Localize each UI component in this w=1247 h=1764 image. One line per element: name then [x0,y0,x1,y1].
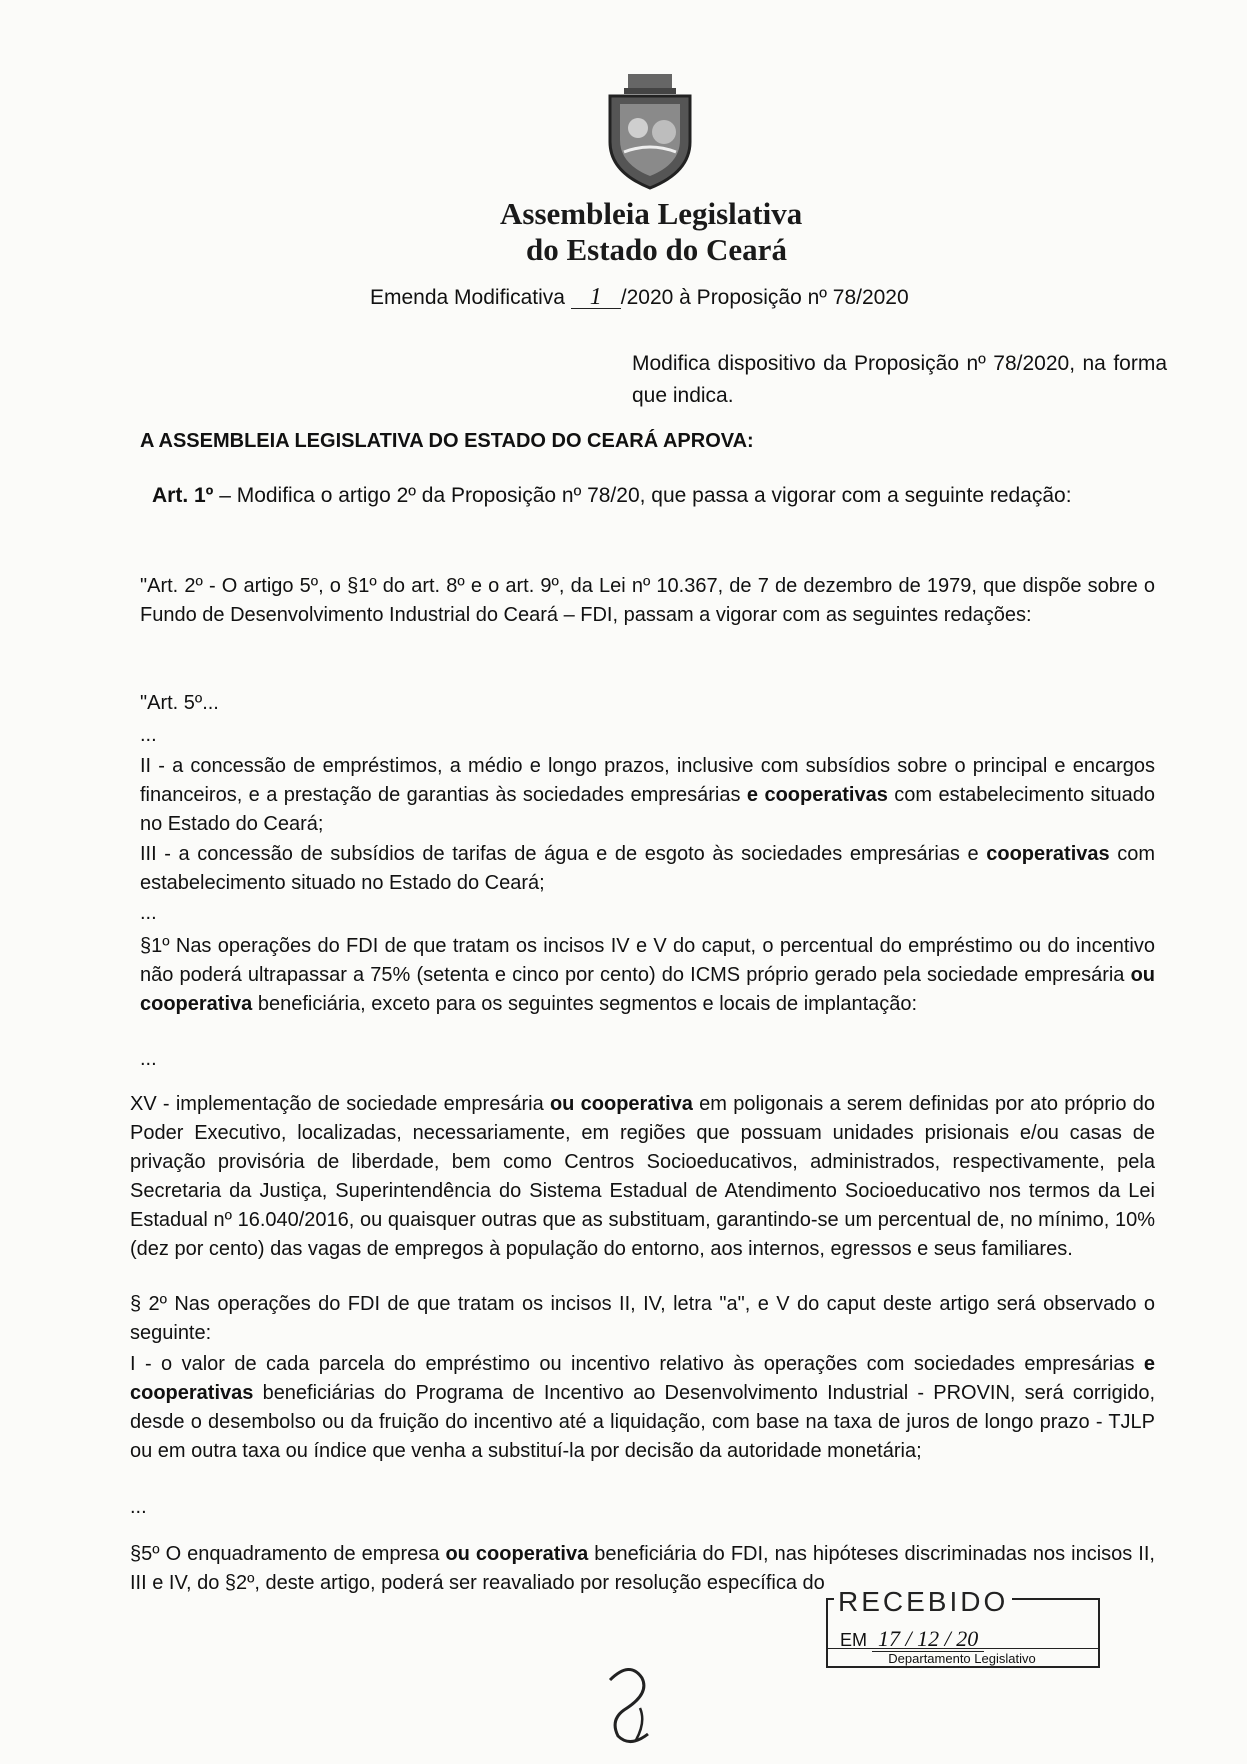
inciso-3-paragraph [140,840,1155,898]
inciso-15-bold: ou cooperativa [549,1093,693,1115]
stamp-date: 17 / 12 / 20 [872,1626,984,1652]
handwritten-signature [590,1660,680,1750]
stamp-em-label: EM [840,1630,867,1650]
approval-heading: A ASSEMBLEIA LEGISLATIVA DO ESTADO DO CEARÁ APROVA: [140,430,754,452]
inciso-15-text-a: XV - implementação de sociedade empresária [130,1093,550,1115]
inciso-1-bold: e cooperativas [130,1353,1155,1404]
paragraph-1-bold: ou cooperativa [140,964,1155,1015]
paragraph-5-bold: ou cooperativa [445,1543,589,1565]
inciso-3-text-c: com estabelecimento situado no Estado do Ceará; [140,843,1156,894]
institution-name-line2: do Estado do Ceará [526,232,787,267]
amendment-prefix: Emenda Modificativa [370,286,565,309]
amendment-summary: Modifica dispositivo da Proposição nº 78/2020, na forma que indica. [632,352,1167,407]
inciso-2-text-c: com estabelecimento situado no Estado do Ceará; [140,784,1155,835]
article-1 [152,484,1072,508]
article-5-heading: "Art. 5º... [140,692,219,714]
inciso-3-bold: cooperativas [986,843,1110,865]
article-2-paragraph: "Art. 2º - O artigo 5º, o §1º do art. 8º e o art. 9º, da Lei nº 10.367, de 7 de dezembro de 1979, que dispõe sobre o Fundo de Desenvolvimento Industrial do Ceará – FDI, passam a vigorar com as seguintes redações: [140,575,1155,626]
amendment-suffix: /2020 à Proposição nº 78/2020 [620,286,909,309]
state-crest-seal [600,72,700,192]
ellipsis-2: ... [140,902,157,924]
inciso-15-text-c: em poligonais a serem definidas por ato próprio do Poder Executivo, localizadas, necessariamente, em regiões que possuam unidades prisionais e/ou casas de privação provisória de liberdade, bem como Centros Socioeducativos, administrados, respectivamente, pela Secretaria da Justiça, Superintendência do Sistema Estadual de Atendimento Socioeducativo nos termos da Lei Estadual nº 16.040/2016, ou quaisquer outras que as substituam, garantindo-se um percentual de, no mínimo, 10% (dez por cento) das vagas de empregos à população do entorno, aos internos, egressos e seus familiares. [130,1093,1155,1260]
ellipsis-1: ... [140,724,157,746]
inciso-15-paragraph [130,1090,1155,1264]
paragraph-1-text-c: beneficiária, exceto para os seguintes segmentos e locais de implantação: [252,993,918,1015]
institution-name-line1: Assembleia Legislativa [500,196,803,231]
paragraph-2: § 2º Nas operações do FDI de que tratam os incisos II, IV, letra "a", e V do caput deste artigo será observado o seguinte: [130,1293,1155,1344]
amendment-title [370,286,909,310]
paragraph-1-text-a: §1º Nas operações do FDI de que tratam os incisos IV e V do caput, o percentual do empréstimo ou do incentivo não poderá ultrapassar a 75% (setenta e cinco por cento) do ICMS próprio gerado pela sociedade empresária [140,935,1155,986]
paragraph-5-text-c: beneficiária do FDI, nas hipóteses discriminadas nos incisos II, III e IV, do §2º, deste artigo, poderá ser reavaliado por resolução específica do [130,1543,1155,1594]
stamp-department: Departamento Legislativo [826,1648,1098,1666]
article-1-text: – Modifica o artigo 2º da Proposição nº 78/20, que passa a vigorar com a seguinte redação: [213,484,1072,507]
article-1-label: Art. 1º [152,484,214,507]
inciso-1-text-c: beneficiárias do Programa de Incentivo ao Desenvolvimento Industrial - PROVIN, será corrigido, desde o desembolso ou da fruição do incentivo até a liquidação, com base na taxa de juros de longo prazo - TJLP ou em outra taxa ou índice que venha a substituí-la por decisão da autoridade monetária; [130,1382,1155,1462]
inciso-1-text-a: I - o valor de cada parcela do empréstimo ou incentivo relativo às operações com sociedades empresárias [130,1353,1144,1375]
ellipsis-4: ... [130,1496,147,1518]
paragraph-5-text-a: §5º O enquadramento de empresa [130,1543,446,1565]
inciso-2-text-a: II - a concessão de empréstimos, a médio e longo prazos, inclusive com subsídios sobre o principal e encargos financeiros, e a prestação de garantias às sociedades empresárias [140,755,1155,806]
paragraph-1 [140,932,1155,1019]
stamp-title: RECEBIDO [834,1586,1012,1618]
inciso-2-bold: e cooperativas [746,784,888,806]
inciso-2-paragraph [140,752,1155,839]
ellipsis-3: ... [140,1048,157,1070]
amendment-number: 1 [571,286,621,309]
inciso-1-paragraph [130,1350,1155,1466]
inciso-3-text-a: III - a concessão de subsídios de tarifas de água e de esgoto às sociedades empresárias e [140,843,987,865]
